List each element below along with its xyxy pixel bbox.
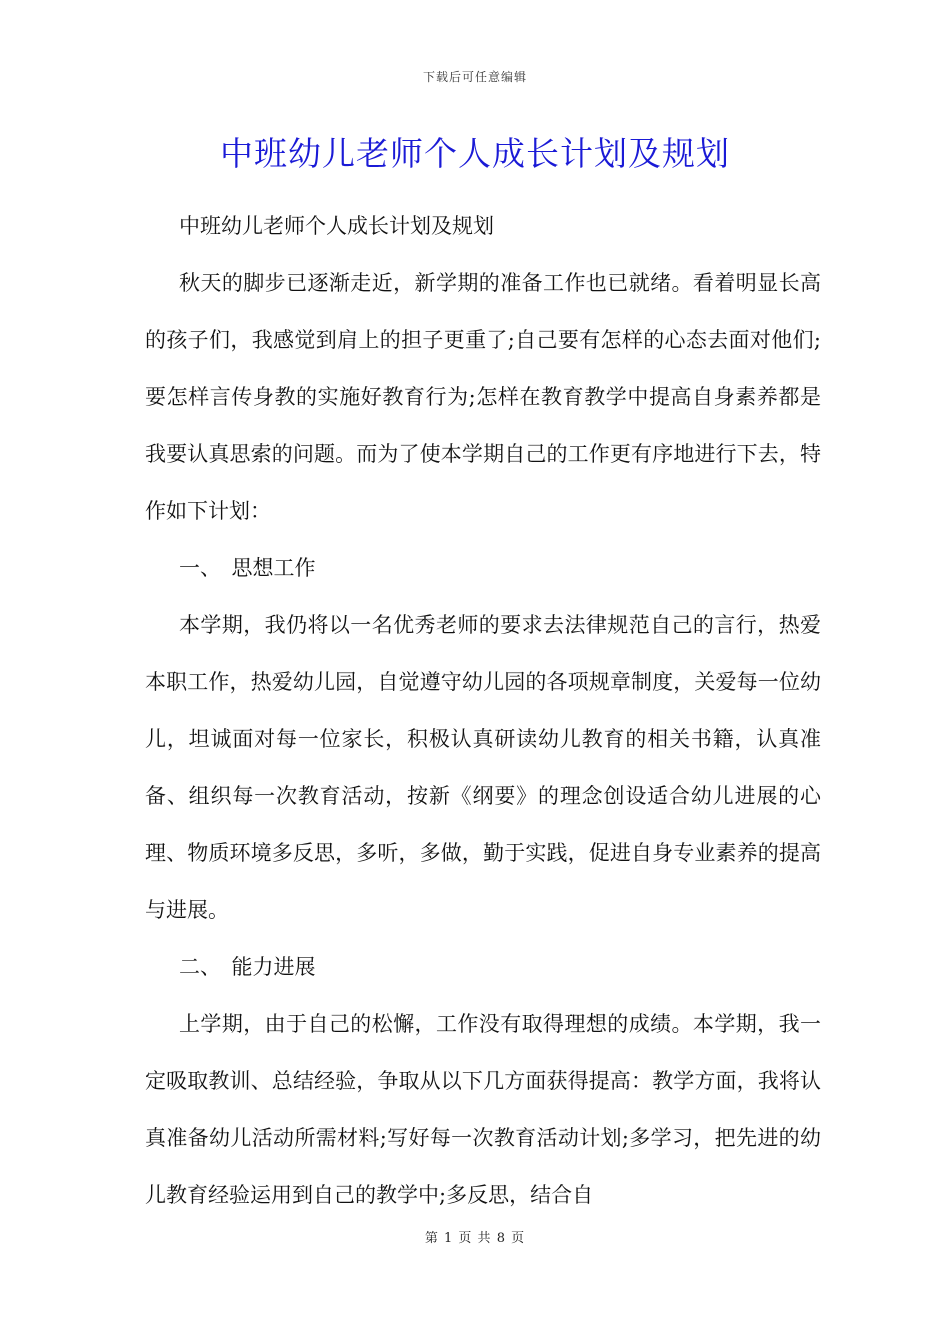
header-note: 下载后可任意编辑 xyxy=(422,70,527,84)
document-body xyxy=(145,198,821,1224)
body-paragraph-thought: 本学期，我仍将以一名优秀老师的要求去法律规范自己的言行，热爱本职工作，热爱幼儿园，自觉遵守幼儿园的各项规章制度，关爱每一位幼儿，坦诚面对每一位家长，积极认真研读幼儿教育的相关书籍，认真准备、组织每一次教育活动，按新《纲要》的理念创设适合幼儿进展的心理、物质环境多反思，多听，多做，勤于实践，促进自身专业素养的提高与进展。 xyxy=(145,613,821,922)
document-title: 中班幼儿老师个人成长计划及规划 xyxy=(220,134,730,173)
body-paragraph-ability: 上学期，由于自己的松懈，工作没有取得理想的成绩。本学期，我一定吸取教训、总结经验，争取从以下几方面获得提高：教学方面，我将认真准备幼儿活动所需材料;写好每一次教育活动计划;多学习，把先进的幼儿教育经验运用到自己的教学中;多反思，结合自 xyxy=(145,1012,821,1207)
body-paragraph-intro: 秋天的脚步已逐渐走近，新学期的准备工作也已就绪。看着明显长高的孩子们，我感觉到肩上的担子更重了;自己要有怎样的心态去面对他们;要怎样言传身教的实施好教育行为;怎样在教育教学中提高自身素养都是我要认真思索的问题。而为了使本学期自己的工作更有序地进行下去，特作如下计划： xyxy=(145,271,821,523)
section-heading-thought: 一、 思想工作 xyxy=(179,556,316,580)
page-indicator: 第 1 页 共 8 页 xyxy=(424,1231,526,1246)
body-paragraph-subtitle: 中班幼儿老师个人成长计划及规划 xyxy=(179,214,494,238)
section-heading-ability: 二、 能力进展 xyxy=(179,955,316,979)
